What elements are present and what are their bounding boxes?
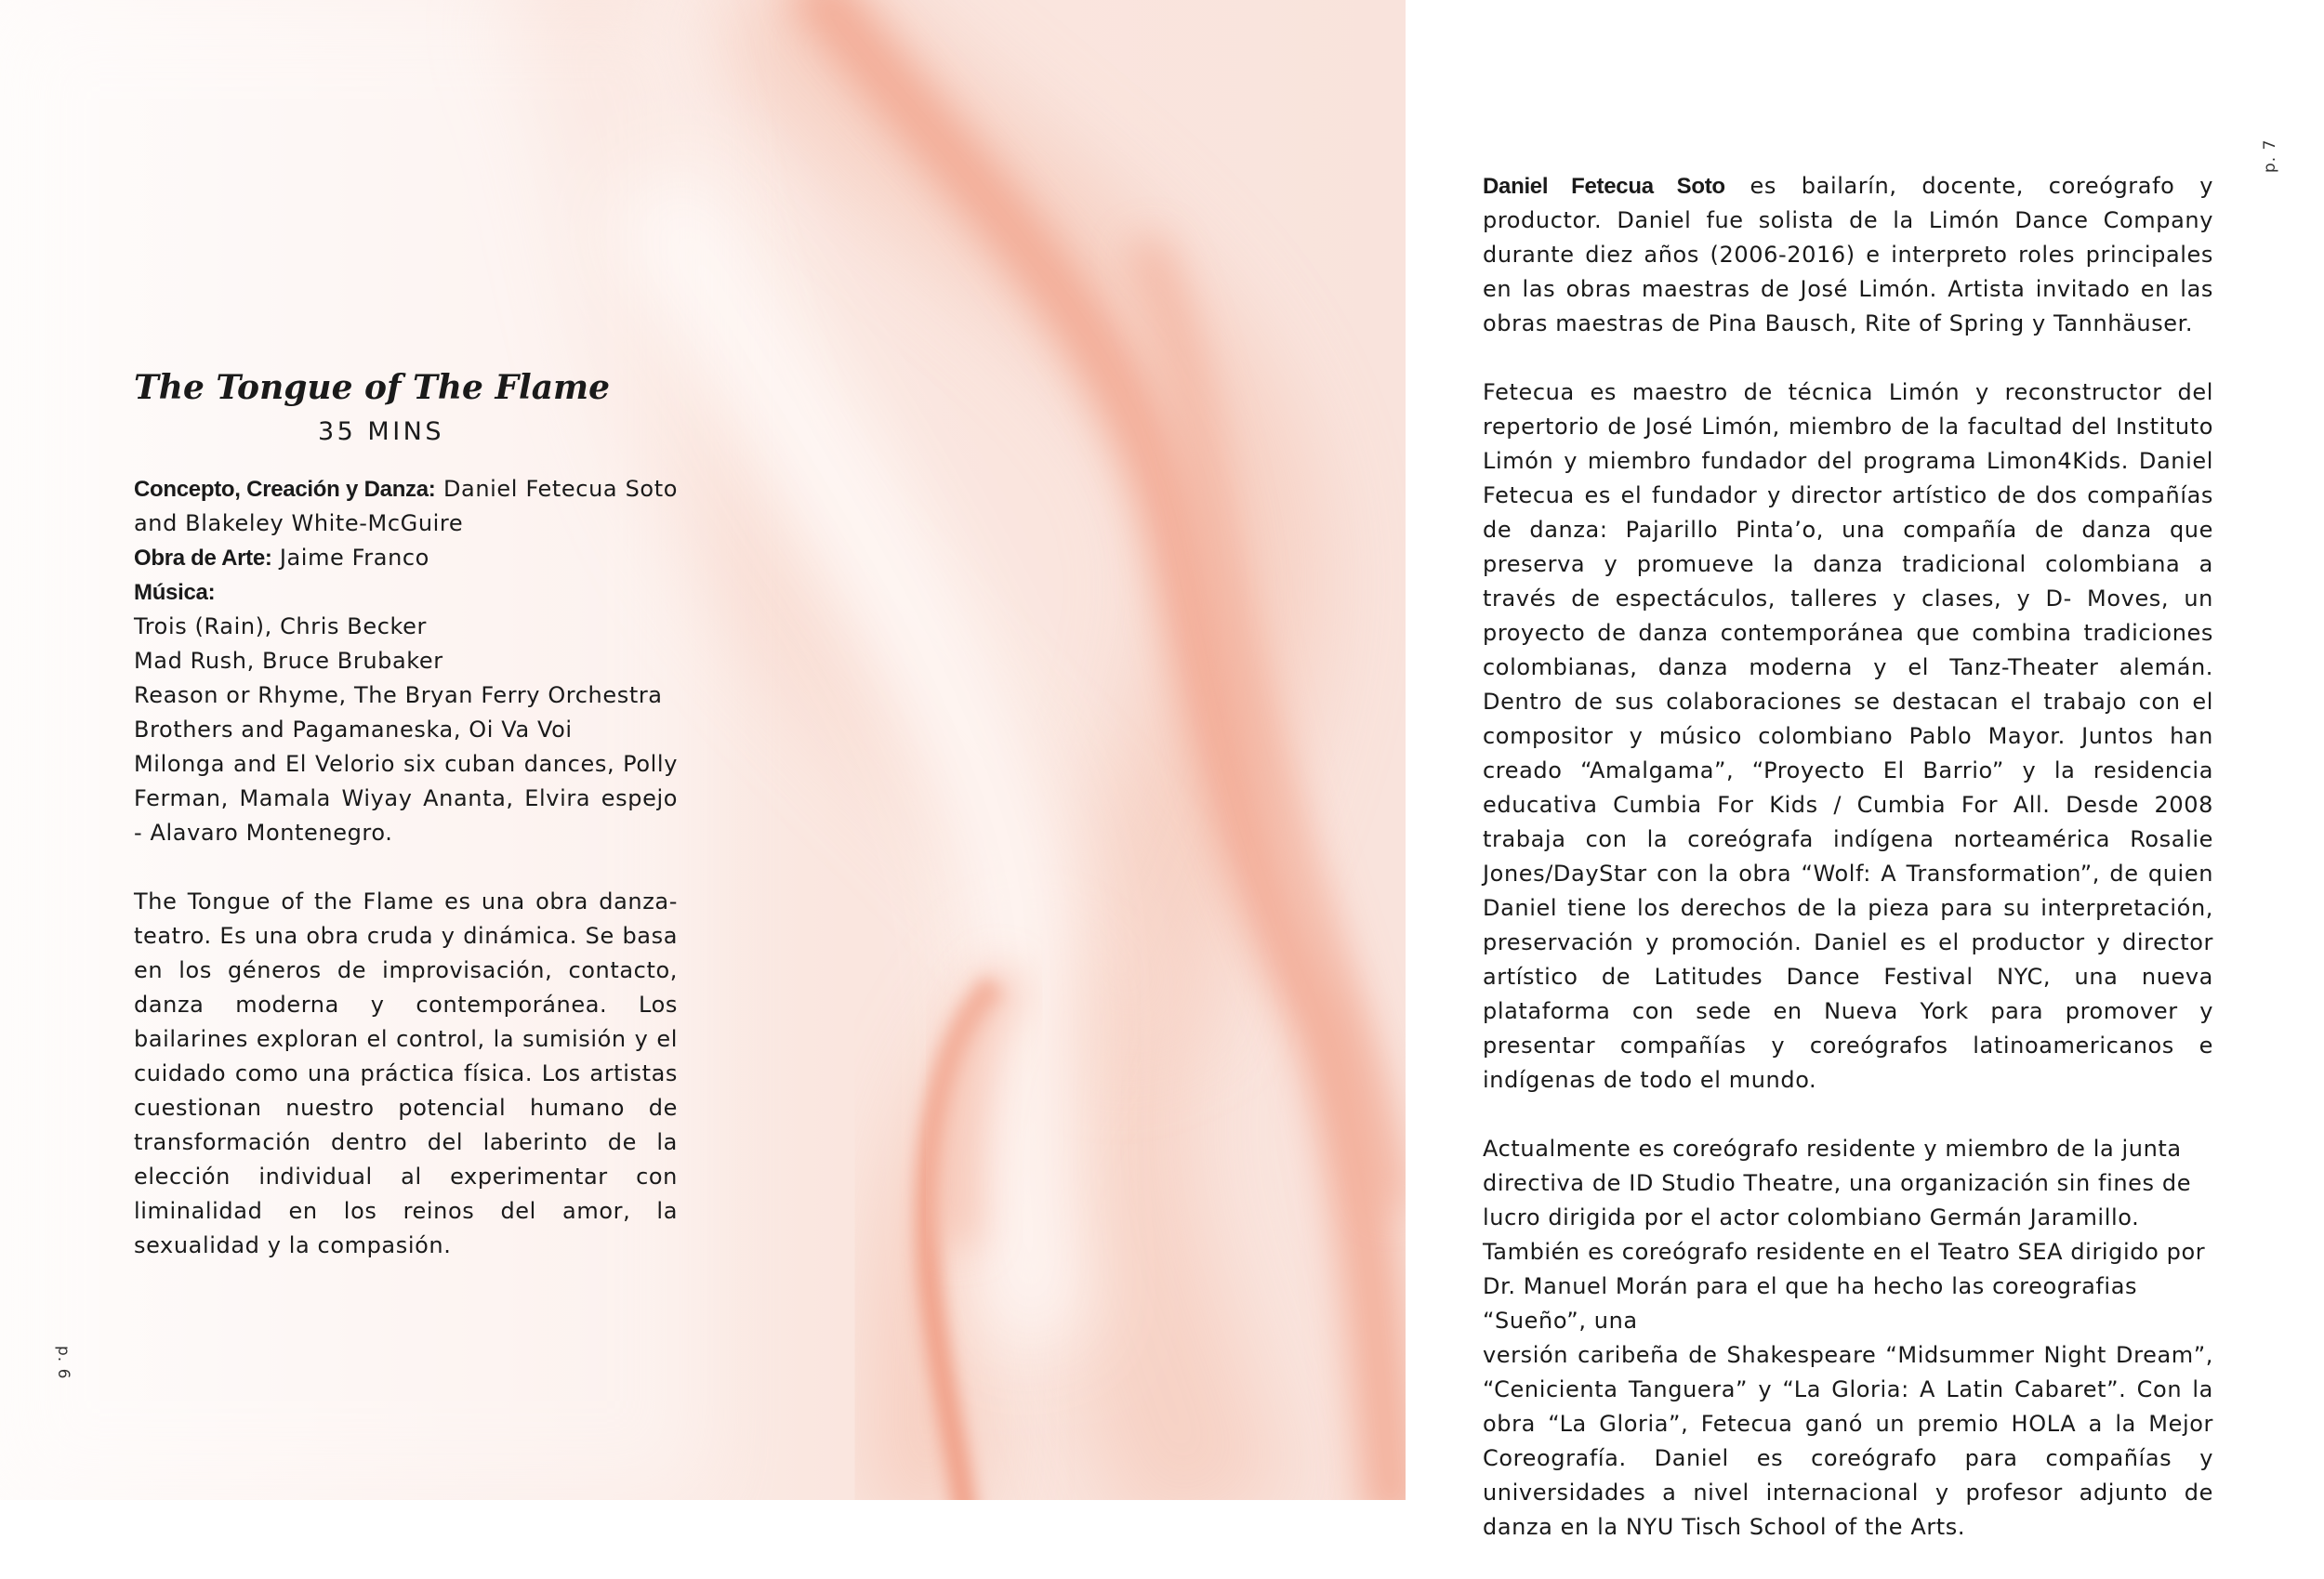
music-track: Reason or Rhyme, The Bryan Ferry Orchestra	[134, 682, 663, 708]
credits-block	[134, 472, 678, 850]
biography-block	[1483, 169, 2213, 1579]
bio-paragraph-3	[1483, 1132, 2213, 1545]
credit-artwork-label: Obra de Arte:	[134, 546, 272, 571]
page-number-left: p. 6	[54, 1346, 73, 1380]
bio-paragraph-1-text: es bailarín, docente, coreógrafo y productor. Daniel fue solista de la Limón Dance Company durante diez años (2006-2016) e interpreto roles principales en las obras maestras de José Limón. Artista invitado en las obras maestras de Pina Bausch, Rite of Spring y Tannhäuser.	[1483, 173, 2213, 336]
music-track: Brothers and Pagamaneska, Oi Va Voi	[134, 717, 573, 743]
piece-description: The Tongue of the Flame es una obra danza-teatro. Es una obra cruda y dinámica. Se basa en los géneros de improvisación, contacto, danza moderna y contemporánea. Los bailarines exploran el control, la sumisión y el cuidado como una práctica física. Los artistas cuestionan nuestro potencial humano de transformación dentro del laberinto de la elección individual al experimentar con liminalidad en los reinos del amor, la sexualidad y la compasión.	[134, 888, 678, 1258]
credit-artwork-value: Jaime Franco	[279, 545, 429, 571]
credit-concept-value: Daniel Fetecua Soto and Blakeley White-McGuire	[134, 476, 679, 536]
music-track: Trois (Rain), Chris Becker	[134, 613, 428, 639]
credit-concept-label: Concepto, Creación y Danza:	[134, 477, 436, 502]
piece-title: The Tongue of The Flame	[134, 368, 611, 407]
bio-paragraph-3-part-b: versión caribeña de Shakespeare “Midsummer Night Dream”, “Cenicienta Tanguera” y “La Gloria: A Latin Cabaret”. Con la obra “La Gloria”, Fetecua ganó un premio HOLA a la Mejor Coreografía. Daniel es coreógrafo para compañías y universidades a nivel internacional y profesor adjunto de danza en la NYU Tisch School of the Arts.	[1483, 1342, 2213, 1540]
bio-name: Daniel Fetecua Soto	[1483, 174, 1725, 199]
bio-paragraph-1	[1483, 169, 2213, 341]
bio-paragraph-3-part-a: Actualmente es coreógrafo residente y miembro de la junta directiva de ID Studio Theatre, una organización sin fines de lucro dirigida por el actor colombiano Germán Jaramillo. También es coreógrafo residente en el Teatro SEA dirigido por Dr. Manuel Morán para el que ha hecho las coreografias “Sueño”, una	[1483, 1136, 2206, 1334]
right-page	[1406, 0, 2324, 1540]
credit-artwork	[134, 541, 678, 575]
piece-duration: 35 MINS	[317, 417, 444, 446]
music-track: Milonga and El Velorio six cuban dances, Polly Ferman, Mamala Wiyay Ananta, Elvira espejo - Alavaro Montenegro.	[134, 751, 678, 846]
page-number-right: p. 7	[2261, 138, 2279, 173]
music-track: Mad Rush, Bruce Brubaker	[134, 648, 443, 674]
credit-concept	[134, 472, 678, 541]
bio-paragraph-2: Fetecua es maestro de técnica Limón y reconstructor del repertorio de José Limón, miembro de la facultad del Instituto Limón y miembro fundador del programa Limon4Kids. Daniel Fetecua es el fundador y director artístico de dos compañías de danza: Pajarillo Pinta’o, una compañía de danza que preserva y promueve la danza tradicional colombiana a través de espectáculos, talleres y clases, y D- Moves, un proyecto de danza contemporánea que combina tradiciones colombianas, danza moderna y el Tanz-Theater alemán. Dentro de sus colaboraciones se destacan el trabajo con el compositor y músico colombiano Pablo Mayor. Juntos han creado “Amalgama”, “Proyecto El Barrio” y la residencia educativa Cumbia For Kids / Cumbia For All. Desde 2008 trabaja con la coreógrafa indígena norteamérica Rosalie Jones/DayStar con la obra “Wolf: A Transformation”, de quien Daniel tiene los derechos de la pieza para su interpretación, preservación y promoción. Daniel es el productor y director artístico de Latitudes Dance Festival NYC, una nueva plataforma con sede en Nueva York para promover y presentar compañías y coreógrafos latinoamericanos e indígenas de todo el mundo.	[1483, 379, 2213, 1093]
program-piece-block	[134, 367, 678, 1263]
credit-music-label: Música:	[134, 580, 216, 605]
